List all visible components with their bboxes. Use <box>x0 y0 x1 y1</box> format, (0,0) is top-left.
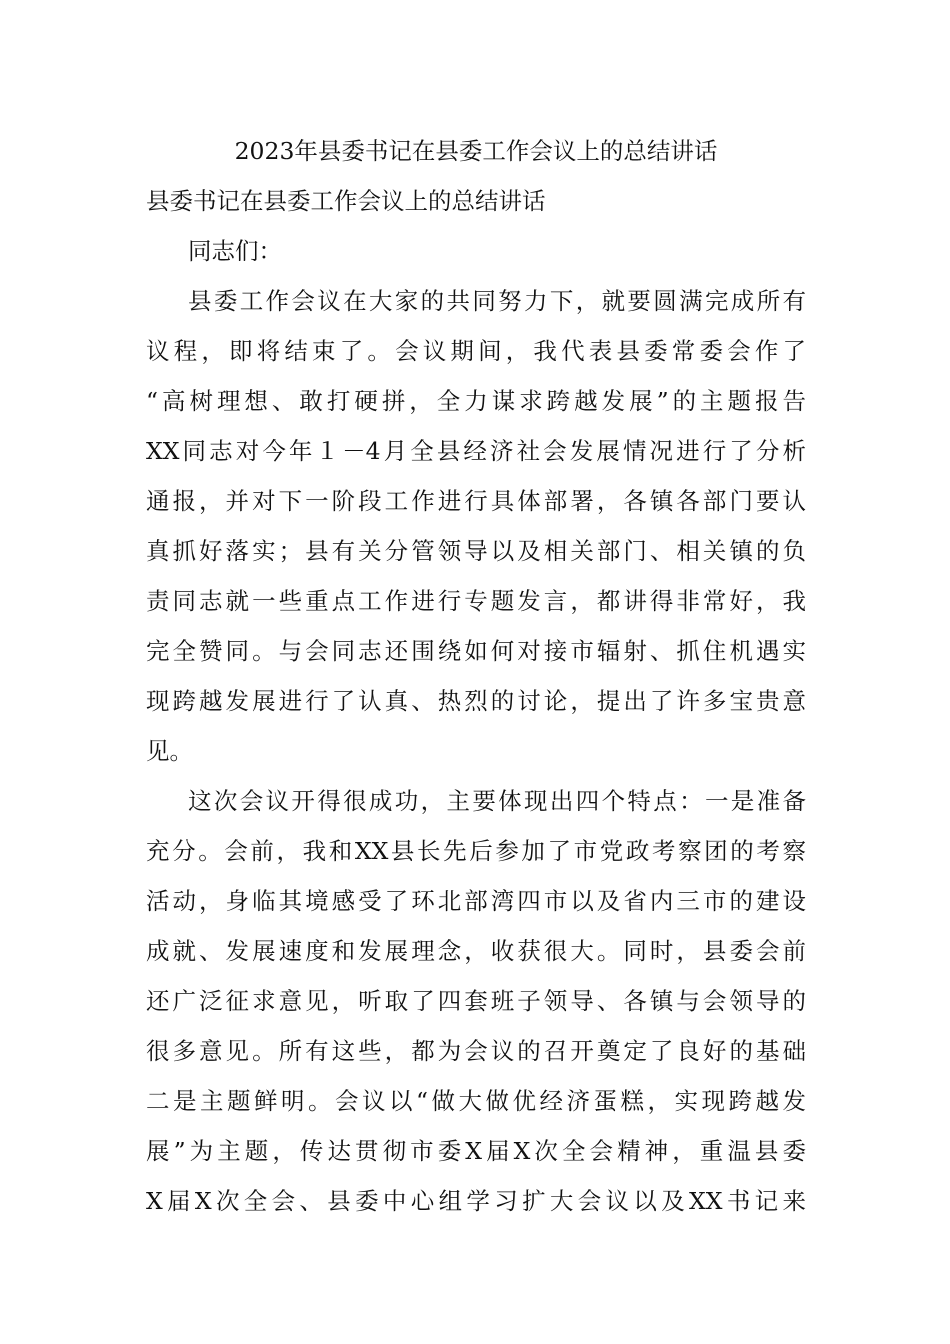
paragraph-2-line: 成就、发展速度和发展理念，收获很大。同时，县委会前 <box>146 937 806 965</box>
paragraph-1-line: 现跨越发展进行了认真、热烈的讨论，提出了许多宝贵意 <box>146 687 806 715</box>
paragraph-2-line: 这次会议开得很成功，主要体现出四个特点：一是准备 <box>188 787 806 815</box>
paragraph-2-line: 充分。会前，我和XX县长先后参加了市党政考察团的考察 <box>146 837 806 865</box>
paragraph-1-line: 通报，并对下一阶段工作进行具体部署，各镇各部门要认 <box>146 487 806 515</box>
paragraph-1-line: “高树理想、敢打硬拼，全力谋求跨越发展”的主题报告 <box>146 387 806 415</box>
paragraph-2-line: 展”为主题，传达贯彻市委X届X次全会精神，重温县委 <box>146 1137 806 1165</box>
paragraph-1-line: 责同志就一些重点工作进行专题发言，都讲得非常好，我 <box>146 587 806 615</box>
paragraph-2-line: 二是主题鲜明。会议以“做大做优经济蛋糕，实现跨越发 <box>146 1087 806 1115</box>
paragraph-1-line: 真抓好落实；县有关分管领导以及相关部门、相关镇的负 <box>146 537 806 565</box>
paragraph-1-line: 见。 <box>146 737 193 765</box>
paragraph-1-line: 县委工作会议在大家的共同努力下，就要圆满完成所有 <box>188 287 806 315</box>
document-subtitle: 县委书记在县委工作会议上的总结讲话 <box>146 187 546 215</box>
salutation: 同志们： <box>188 237 282 265</box>
paragraph-1-line: 完全赞同。与会同志还围绕如何对接市辐射、抓住机遇实 <box>146 637 806 665</box>
paragraph-2-line: 还广泛征求意见，听取了四套班子领导、各镇与会领导的 <box>146 987 806 1015</box>
paragraph-2-line: 很多意见。所有这些，都为会议的召开奠定了良好的基础 <box>146 1037 806 1065</box>
paragraph-2-line: 活动，身临其境感受了环北部湾四市以及省内三市的建设 <box>146 887 806 915</box>
paragraph-1-line: 议程，即将结束了。会议期间，我代表县委常委会作了 <box>146 337 806 365</box>
document-title: 2023年县委书记在县委工作会议上的总结讲话 <box>234 137 718 165</box>
paragraph-2-line: X届X次全会、县委中心组学习扩大会议以及XX书记来 <box>146 1187 806 1215</box>
paragraph-1-line: XX同志对今年１－4月全县经济社会发展情况进行了分析 <box>146 437 806 465</box>
